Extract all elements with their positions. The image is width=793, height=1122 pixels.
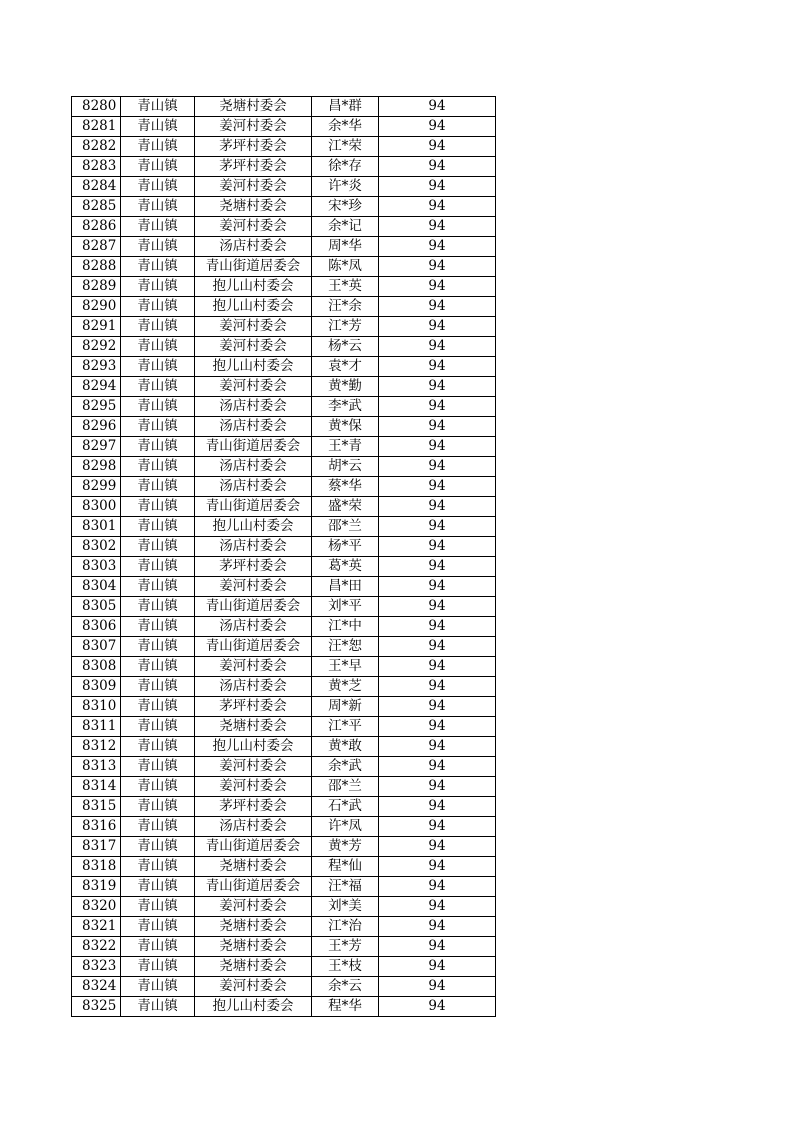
- table-row: [72, 797, 496, 817]
- committee-cell: 青山街道居委会: [195, 637, 312, 657]
- id-cell: 8285: [72, 197, 121, 217]
- committee-cell: 汤店村委会: [195, 617, 312, 637]
- score-cell: 94: [379, 357, 496, 377]
- table-row: [72, 897, 496, 917]
- table-row: [72, 557, 496, 577]
- town-cell: 青山镇: [121, 617, 195, 637]
- name-cell: 程*仙: [312, 857, 379, 877]
- committee-cell: 尧塘村委会: [195, 97, 312, 117]
- table-row: [72, 337, 496, 357]
- table-row: [72, 777, 496, 797]
- name-cell: 王*枝: [312, 957, 379, 977]
- town-cell: 青山镇: [121, 957, 195, 977]
- committee-cell: 茅坪村委会: [195, 557, 312, 577]
- town-cell: 青山镇: [121, 517, 195, 537]
- id-cell: 8307: [72, 637, 121, 657]
- score-cell: 94: [379, 617, 496, 637]
- score-cell: 94: [379, 297, 496, 317]
- committee-cell: 茅坪村委会: [195, 697, 312, 717]
- table-row: [72, 117, 496, 137]
- name-cell: 陈*凤: [312, 257, 379, 277]
- name-cell: 黄*芝: [312, 677, 379, 697]
- town-cell: 青山镇: [121, 697, 195, 717]
- score-cell: 94: [379, 117, 496, 137]
- town-cell: 青山镇: [121, 677, 195, 697]
- table-row: [72, 817, 496, 837]
- committee-cell: 姜河村委会: [195, 337, 312, 357]
- committee-cell: 茅坪村委会: [195, 797, 312, 817]
- town-cell: 青山镇: [121, 157, 195, 177]
- town-cell: 青山镇: [121, 537, 195, 557]
- id-cell: 8308: [72, 657, 121, 677]
- id-cell: 8322: [72, 937, 121, 957]
- table-row: [72, 537, 496, 557]
- score-cell: 94: [379, 557, 496, 577]
- name-cell: 汪*福: [312, 877, 379, 897]
- town-cell: 青山镇: [121, 357, 195, 377]
- name-cell: 余*云: [312, 977, 379, 997]
- id-cell: 8324: [72, 977, 121, 997]
- name-cell: 李*武: [312, 397, 379, 417]
- committee-cell: 汤店村委会: [195, 417, 312, 437]
- score-cell: 94: [379, 437, 496, 457]
- table-row: [72, 697, 496, 717]
- committee-cell: 尧塘村委会: [195, 717, 312, 737]
- id-cell: 8312: [72, 737, 121, 757]
- table-row: [72, 657, 496, 677]
- name-cell: 周*华: [312, 237, 379, 257]
- committee-cell: 青山街道居委会: [195, 597, 312, 617]
- name-cell: 江*平: [312, 717, 379, 737]
- id-cell: 8319: [72, 877, 121, 897]
- id-cell: 8304: [72, 577, 121, 597]
- id-cell: 8318: [72, 857, 121, 877]
- town-cell: 青山镇: [121, 177, 195, 197]
- table-row: [72, 637, 496, 657]
- score-cell: 94: [379, 377, 496, 397]
- town-cell: 青山镇: [121, 897, 195, 917]
- id-cell: 8313: [72, 757, 121, 777]
- town-cell: 青山镇: [121, 877, 195, 897]
- score-cell: 94: [379, 737, 496, 757]
- score-cell: 94: [379, 677, 496, 697]
- table-row: [72, 97, 496, 117]
- committee-cell: 抱儿山村委会: [195, 737, 312, 757]
- table-row: [72, 617, 496, 637]
- score-cell: 94: [379, 957, 496, 977]
- id-cell: 8280: [72, 97, 121, 117]
- committee-cell: 汤店村委会: [195, 817, 312, 837]
- name-cell: 许*凤: [312, 817, 379, 837]
- committee-cell: 尧塘村委会: [195, 917, 312, 937]
- name-cell: 王*芳: [312, 937, 379, 957]
- name-cell: 许*炎: [312, 177, 379, 197]
- town-cell: 青山镇: [121, 737, 195, 757]
- id-cell: 8292: [72, 337, 121, 357]
- town-cell: 青山镇: [121, 597, 195, 617]
- id-cell: 8288: [72, 257, 121, 277]
- committee-cell: 汤店村委会: [195, 397, 312, 417]
- table-row: [72, 157, 496, 177]
- table-row: [72, 197, 496, 217]
- town-cell: 青山镇: [121, 437, 195, 457]
- town-cell: 青山镇: [121, 717, 195, 737]
- town-cell: 青山镇: [121, 577, 195, 597]
- name-cell: 江*中: [312, 617, 379, 637]
- score-cell: 94: [379, 697, 496, 717]
- table-row: [72, 357, 496, 377]
- town-cell: 青山镇: [121, 657, 195, 677]
- table-row: [72, 857, 496, 877]
- id-cell: 8291: [72, 317, 121, 337]
- id-cell: 8290: [72, 297, 121, 317]
- score-cell: 94: [379, 137, 496, 157]
- table-row: [72, 957, 496, 977]
- town-cell: 青山镇: [121, 277, 195, 297]
- name-cell: 邵*兰: [312, 777, 379, 797]
- score-cell: 94: [379, 517, 496, 537]
- score-cell: 94: [379, 497, 496, 517]
- id-cell: 8309: [72, 677, 121, 697]
- table-body: [72, 97, 496, 1017]
- committee-cell: 汤店村委会: [195, 677, 312, 697]
- id-cell: 8293: [72, 357, 121, 377]
- committee-cell: 姜河村委会: [195, 217, 312, 237]
- id-cell: 8306: [72, 617, 121, 637]
- committee-cell: 抱儿山村委会: [195, 517, 312, 537]
- score-cell: 94: [379, 897, 496, 917]
- name-cell: 余*华: [312, 117, 379, 137]
- table-row: [72, 877, 496, 897]
- committee-cell: 青山街道居委会: [195, 837, 312, 857]
- name-cell: 王*青: [312, 437, 379, 457]
- score-cell: 94: [379, 277, 496, 297]
- name-cell: 宋*珍: [312, 197, 379, 217]
- name-cell: 江*芳: [312, 317, 379, 337]
- town-cell: 青山镇: [121, 197, 195, 217]
- table-row: [72, 677, 496, 697]
- table-row: [72, 937, 496, 957]
- table-row: [72, 377, 496, 397]
- table-row: [72, 417, 496, 437]
- name-cell: 邵*兰: [312, 517, 379, 537]
- name-cell: 刘*美: [312, 897, 379, 917]
- committee-cell: 姜河村委会: [195, 117, 312, 137]
- name-cell: 江*治: [312, 917, 379, 937]
- name-cell: 周*新: [312, 697, 379, 717]
- table-row: [72, 477, 496, 497]
- id-cell: 8283: [72, 157, 121, 177]
- id-cell: 8323: [72, 957, 121, 977]
- town-cell: 青山镇: [121, 977, 195, 997]
- name-cell: 汪*余: [312, 297, 379, 317]
- score-cell: 94: [379, 577, 496, 597]
- committee-cell: 尧塘村委会: [195, 957, 312, 977]
- name-cell: 王*早: [312, 657, 379, 677]
- score-cell: 94: [379, 337, 496, 357]
- id-cell: 8284: [72, 177, 121, 197]
- town-cell: 青山镇: [121, 817, 195, 837]
- score-cell: 94: [379, 657, 496, 677]
- id-cell: 8301: [72, 517, 121, 537]
- committee-cell: 姜河村委会: [195, 757, 312, 777]
- name-cell: 胡*云: [312, 457, 379, 477]
- town-cell: 青山镇: [121, 997, 195, 1017]
- committee-cell: 姜河村委会: [195, 657, 312, 677]
- score-cell: 94: [379, 417, 496, 437]
- score-cell: 94: [379, 177, 496, 197]
- committee-cell: 抱儿山村委会: [195, 297, 312, 317]
- score-cell: 94: [379, 237, 496, 257]
- table-row: [72, 757, 496, 777]
- score-cell: 94: [379, 997, 496, 1017]
- town-cell: 青山镇: [121, 257, 195, 277]
- committee-cell: 姜河村委会: [195, 317, 312, 337]
- id-cell: 8297: [72, 437, 121, 457]
- score-cell: 94: [379, 977, 496, 997]
- town-cell: 青山镇: [121, 477, 195, 497]
- table-row: [72, 717, 496, 737]
- table-row: [72, 977, 496, 997]
- table-row: [72, 277, 496, 297]
- id-cell: 8296: [72, 417, 121, 437]
- id-cell: 8314: [72, 777, 121, 797]
- town-cell: 青山镇: [121, 857, 195, 877]
- name-cell: 黄*敢: [312, 737, 379, 757]
- score-cell: 94: [379, 597, 496, 617]
- id-cell: 8305: [72, 597, 121, 617]
- town-cell: 青山镇: [121, 337, 195, 357]
- table-row: [72, 137, 496, 157]
- town-cell: 青山镇: [121, 97, 195, 117]
- score-cell: 94: [379, 257, 496, 277]
- committee-cell: 汤店村委会: [195, 537, 312, 557]
- table-row: [72, 437, 496, 457]
- table-row: [72, 577, 496, 597]
- name-cell: 蔡*华: [312, 477, 379, 497]
- name-cell: 黄*芳: [312, 837, 379, 857]
- name-cell: 黄*勤: [312, 377, 379, 397]
- id-cell: 8320: [72, 897, 121, 917]
- name-cell: 程*华: [312, 997, 379, 1017]
- town-cell: 青山镇: [121, 377, 195, 397]
- score-cell: 94: [379, 777, 496, 797]
- committee-cell: 茅坪村委会: [195, 137, 312, 157]
- name-cell: 汪*恕: [312, 637, 379, 657]
- committee-cell: 汤店村委会: [195, 477, 312, 497]
- id-cell: 8321: [72, 917, 121, 937]
- table-row: [72, 297, 496, 317]
- town-cell: 青山镇: [121, 837, 195, 857]
- table-row: [72, 217, 496, 237]
- table-row: [72, 317, 496, 337]
- town-cell: 青山镇: [121, 397, 195, 417]
- committee-cell: 汤店村委会: [195, 457, 312, 477]
- committee-cell: 尧塘村委会: [195, 937, 312, 957]
- committee-cell: 姜河村委会: [195, 977, 312, 997]
- table-row: [72, 737, 496, 757]
- id-cell: 8295: [72, 397, 121, 417]
- town-cell: 青山镇: [121, 457, 195, 477]
- town-cell: 青山镇: [121, 417, 195, 437]
- table-row: [72, 257, 496, 277]
- committee-cell: 茅坪村委会: [195, 157, 312, 177]
- id-cell: 8300: [72, 497, 121, 517]
- id-cell: 8286: [72, 217, 121, 237]
- score-cell: 94: [379, 717, 496, 737]
- committee-cell: 尧塘村委会: [195, 857, 312, 877]
- id-cell: 8299: [72, 477, 121, 497]
- name-cell: 盛*荣: [312, 497, 379, 517]
- name-cell: 葛*英: [312, 557, 379, 577]
- score-cell: 94: [379, 397, 496, 417]
- id-cell: 8282: [72, 137, 121, 157]
- score-cell: 94: [379, 857, 496, 877]
- score-cell: 94: [379, 477, 496, 497]
- score-cell: 94: [379, 197, 496, 217]
- committee-cell: 抱儿山村委会: [195, 997, 312, 1017]
- id-cell: 8302: [72, 537, 121, 557]
- committee-cell: 青山街道居委会: [195, 257, 312, 277]
- id-cell: 8317: [72, 837, 121, 857]
- table-row: [72, 177, 496, 197]
- town-cell: 青山镇: [121, 937, 195, 957]
- town-cell: 青山镇: [121, 637, 195, 657]
- committee-cell: 尧塘村委会: [195, 197, 312, 217]
- table-row: [72, 517, 496, 537]
- committee-cell: 姜河村委会: [195, 577, 312, 597]
- committee-cell: 抱儿山村委会: [195, 357, 312, 377]
- score-cell: 94: [379, 837, 496, 857]
- id-cell: 8315: [72, 797, 121, 817]
- name-cell: 刘*平: [312, 597, 379, 617]
- committee-cell: 汤店村委会: [195, 237, 312, 257]
- table-row: [72, 457, 496, 477]
- town-cell: 青山镇: [121, 117, 195, 137]
- town-cell: 青山镇: [121, 237, 195, 257]
- id-cell: 8289: [72, 277, 121, 297]
- committee-cell: 青山街道居委会: [195, 497, 312, 517]
- committee-cell: 抱儿山村委会: [195, 277, 312, 297]
- score-cell: 94: [379, 937, 496, 957]
- score-cell: 94: [379, 537, 496, 557]
- score-cell: 94: [379, 97, 496, 117]
- name-cell: 江*荣: [312, 137, 379, 157]
- town-cell: 青山镇: [121, 497, 195, 517]
- town-cell: 青山镇: [121, 297, 195, 317]
- score-cell: 94: [379, 457, 496, 477]
- name-cell: 石*武: [312, 797, 379, 817]
- score-cell: 94: [379, 637, 496, 657]
- table-row: [72, 917, 496, 937]
- score-cell: 94: [379, 917, 496, 937]
- id-cell: 8298: [72, 457, 121, 477]
- score-cell: 94: [379, 157, 496, 177]
- id-cell: 8281: [72, 117, 121, 137]
- name-cell: 杨*平: [312, 537, 379, 557]
- table-row: [72, 237, 496, 257]
- table-row: [72, 837, 496, 857]
- committee-cell: 姜河村委会: [195, 377, 312, 397]
- table-row: [72, 397, 496, 417]
- committee-cell: 青山街道居委会: [195, 877, 312, 897]
- id-cell: 8303: [72, 557, 121, 577]
- name-cell: 余*记: [312, 217, 379, 237]
- id-cell: 8325: [72, 997, 121, 1017]
- id-cell: 8294: [72, 377, 121, 397]
- table-row: [72, 997, 496, 1017]
- score-cell: 94: [379, 757, 496, 777]
- score-cell: 94: [379, 877, 496, 897]
- town-cell: 青山镇: [121, 777, 195, 797]
- committee-cell: 姜河村委会: [195, 897, 312, 917]
- id-cell: 8310: [72, 697, 121, 717]
- name-cell: 王*英: [312, 277, 379, 297]
- name-cell: 袁*才: [312, 357, 379, 377]
- data-table: [71, 96, 496, 1017]
- table-row: [72, 597, 496, 617]
- id-cell: 8311: [72, 717, 121, 737]
- name-cell: 昌*田: [312, 577, 379, 597]
- name-cell: 余*武: [312, 757, 379, 777]
- id-cell: 8316: [72, 817, 121, 837]
- town-cell: 青山镇: [121, 797, 195, 817]
- score-cell: 94: [379, 817, 496, 837]
- table-row: [72, 497, 496, 517]
- town-cell: 青山镇: [121, 557, 195, 577]
- name-cell: 黄*保: [312, 417, 379, 437]
- town-cell: 青山镇: [121, 757, 195, 777]
- score-cell: 94: [379, 217, 496, 237]
- score-cell: 94: [379, 317, 496, 337]
- town-cell: 青山镇: [121, 317, 195, 337]
- score-cell: 94: [379, 797, 496, 817]
- name-cell: 昌*群: [312, 97, 379, 117]
- town-cell: 青山镇: [121, 137, 195, 157]
- committee-cell: 姜河村委会: [195, 177, 312, 197]
- committee-cell: 姜河村委会: [195, 777, 312, 797]
- id-cell: 8287: [72, 237, 121, 257]
- town-cell: 青山镇: [121, 217, 195, 237]
- name-cell: 徐*存: [312, 157, 379, 177]
- committee-cell: 青山街道居委会: [195, 437, 312, 457]
- town-cell: 青山镇: [121, 917, 195, 937]
- name-cell: 杨*云: [312, 337, 379, 357]
